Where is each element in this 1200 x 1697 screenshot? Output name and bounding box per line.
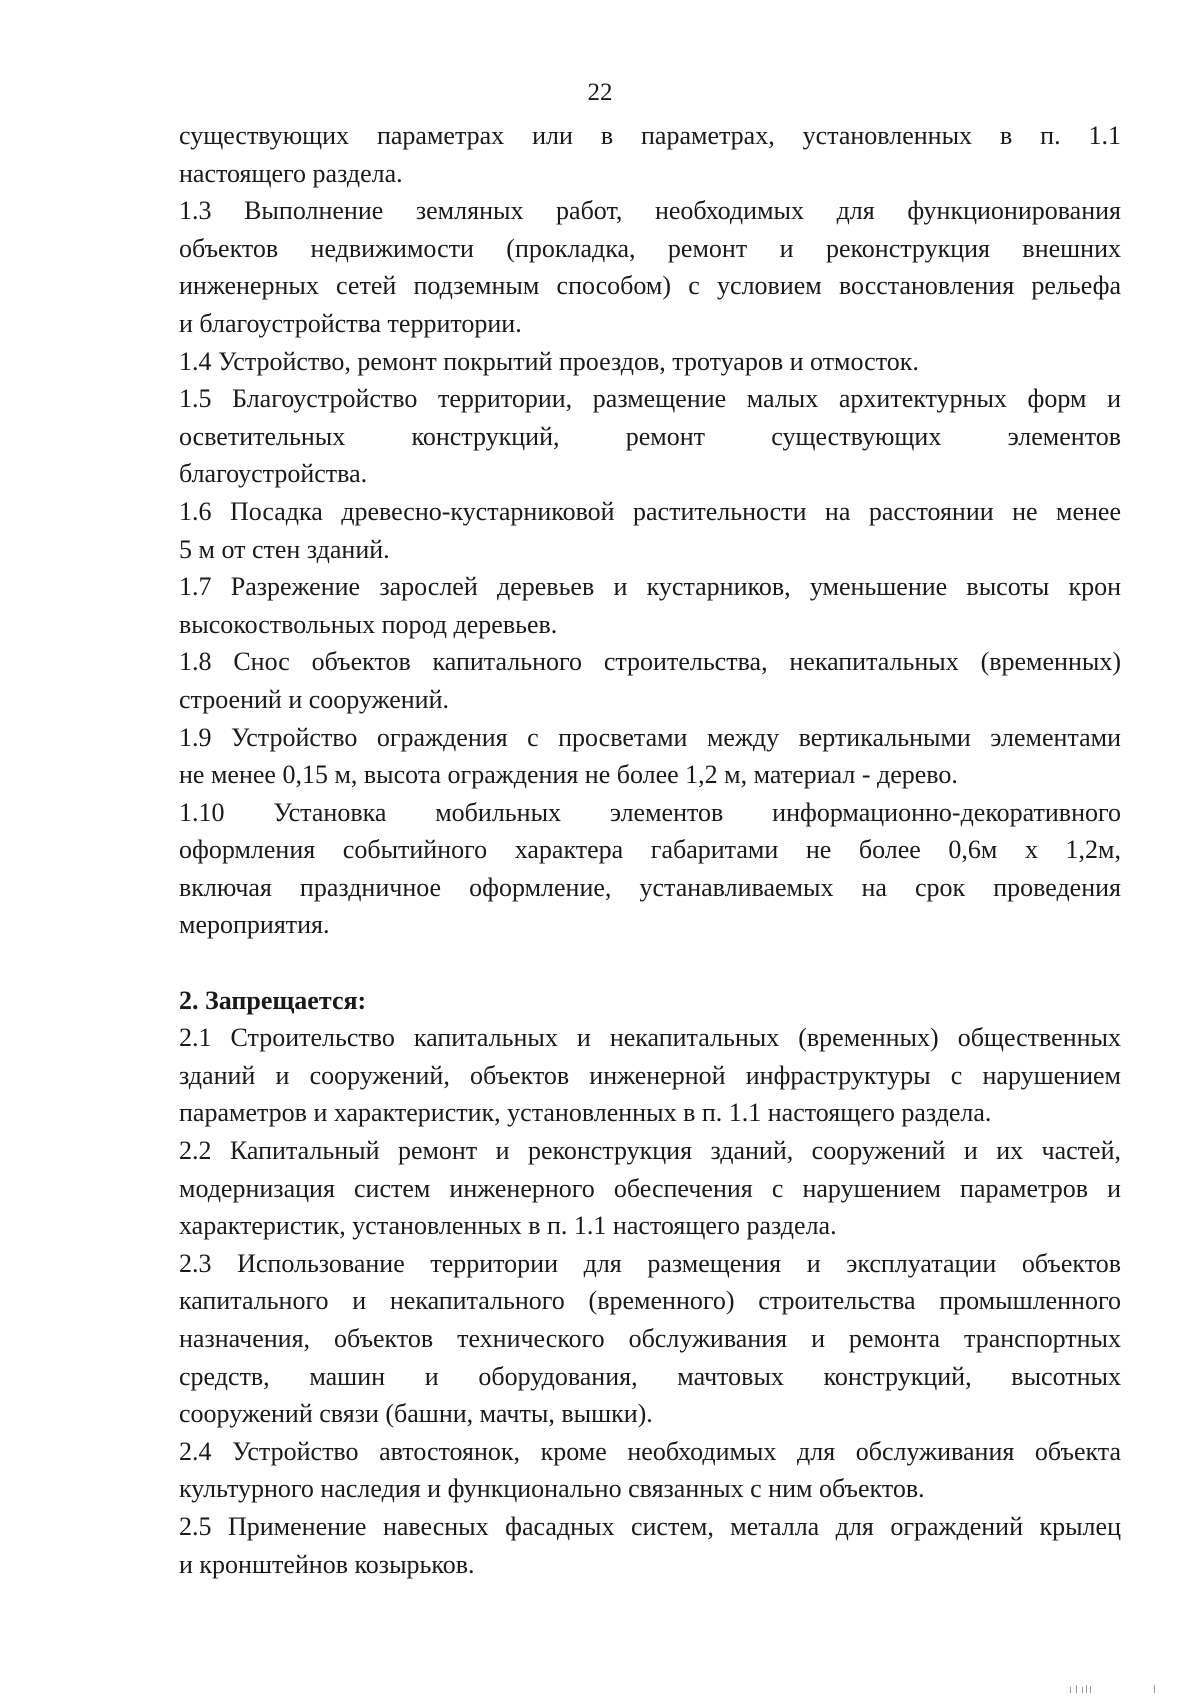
text-line: средств, машин и оборудования, мачтовых конструкций, высотных bbox=[179, 1361, 1121, 1391]
text-line: 1.10 Установка мобильных элементов информационно-декоративного bbox=[179, 797, 1121, 827]
scan-artifact bbox=[1070, 1683, 1160, 1693]
text-line: осветительных конструкций, ремонт существующих элементов bbox=[179, 421, 1121, 451]
text-line: зданий и сооружений, объектов инженерной инфраструктуры с нарушением bbox=[179, 1060, 1121, 1090]
text-line: 2.1 Строительство капитальных и некапитальных (временных) общественных bbox=[179, 1023, 1121, 1053]
text-line: оформления событийного характера габаритами не более 0,6м х 1,2м, bbox=[179, 835, 1121, 865]
text-line: 1.7 Разрежение зарослей деревьев и кустарников, уменьшение высоты крон bbox=[179, 572, 1121, 602]
text-line: строений и сооружений. bbox=[179, 684, 449, 714]
text-line: включая праздничное оформление, устанавливаемых на срок проведения bbox=[179, 872, 1121, 902]
text-line: 2.3 Использование территории для размещения и эксплуатации объектов bbox=[179, 1248, 1121, 1278]
text-line: благоустройства. bbox=[179, 459, 368, 489]
text-line: 1.3 Выполнение земляных работ, необходимых для функционирования bbox=[179, 196, 1121, 226]
text-line: модернизация систем инженерного обеспечения с нарушением параметров и bbox=[179, 1173, 1121, 1203]
page-number: 22 bbox=[587, 79, 613, 106]
text-line: культурного наследия и функционально связанных с ним объектов. bbox=[179, 1474, 925, 1504]
text-line: сооружений связи (башни, мачты, вышки). bbox=[179, 1399, 653, 1429]
text-line: и благоустройства территории. bbox=[179, 308, 522, 338]
text-line: 2.4 Устройство автостоянок, кроме необходимых для обслуживания объекта bbox=[179, 1436, 1121, 1466]
text-line: 1.5 Благоустройство территории, размещение малых архитектурных форм и bbox=[179, 384, 1121, 414]
text-line: существующих параметрах или в параметрах, установленных в п. 1.1 bbox=[179, 121, 1121, 150]
text-line: 1.8 Снос объектов капитального строительства, некапитальных (временных) bbox=[179, 647, 1121, 677]
section-heading: 2. Запрещается: bbox=[179, 985, 367, 1015]
text-line: 5 м от стен зданий. bbox=[179, 534, 390, 564]
text-line: 1.4 Устройство, ремонт покрытий проездов, тротуаров и отмосток. bbox=[179, 346, 919, 376]
document-body bbox=[179, 117, 1121, 1583]
text-line: мероприятия. bbox=[179, 910, 330, 940]
text-line: параметров и характеристик, установленных в п. 1.1 настоящего раздела. bbox=[179, 1098, 992, 1128]
text-line: 2.2 Капитальный ремонт и реконструкция зданий, сооружений и их частей, bbox=[179, 1136, 1121, 1166]
text-line: назначения, объектов технического обслуживания и ремонта транспортных bbox=[179, 1324, 1121, 1353]
text-line: высокоствольных пород деревьев. bbox=[179, 609, 558, 639]
text-line: и кронштейнов козырьков. bbox=[179, 1549, 475, 1579]
text-line: 1.9 Устройство ограждения с просветами между вертикальными элементами bbox=[179, 722, 1121, 752]
text-line: инженерных сетей подземным способом) с условием восстановления рельефа bbox=[179, 271, 1121, 301]
text-line: характеристик, установленных в п. 1.1 настоящего раздела. bbox=[179, 1211, 837, 1241]
section-spacer bbox=[179, 944, 1121, 982]
text-line: капитального и некапитального (временного) строительства промышленного bbox=[179, 1286, 1121, 1316]
text-line: не менее 0,15 м, высота ограждения не более 1,2 м, материал - дерево. bbox=[179, 760, 958, 790]
text-line: 1.6 Посадка древесно-кустарниковой растительности на расстоянии не менее bbox=[179, 496, 1121, 526]
text-line: объектов недвижимости (прокладка, ремонт и реконструкция внешних bbox=[179, 233, 1121, 263]
text-line: 2.5 Применение навесных фасадных систем, металла для ограждений крылец bbox=[179, 1511, 1121, 1541]
text-line: настоящего раздела. bbox=[179, 158, 403, 188]
